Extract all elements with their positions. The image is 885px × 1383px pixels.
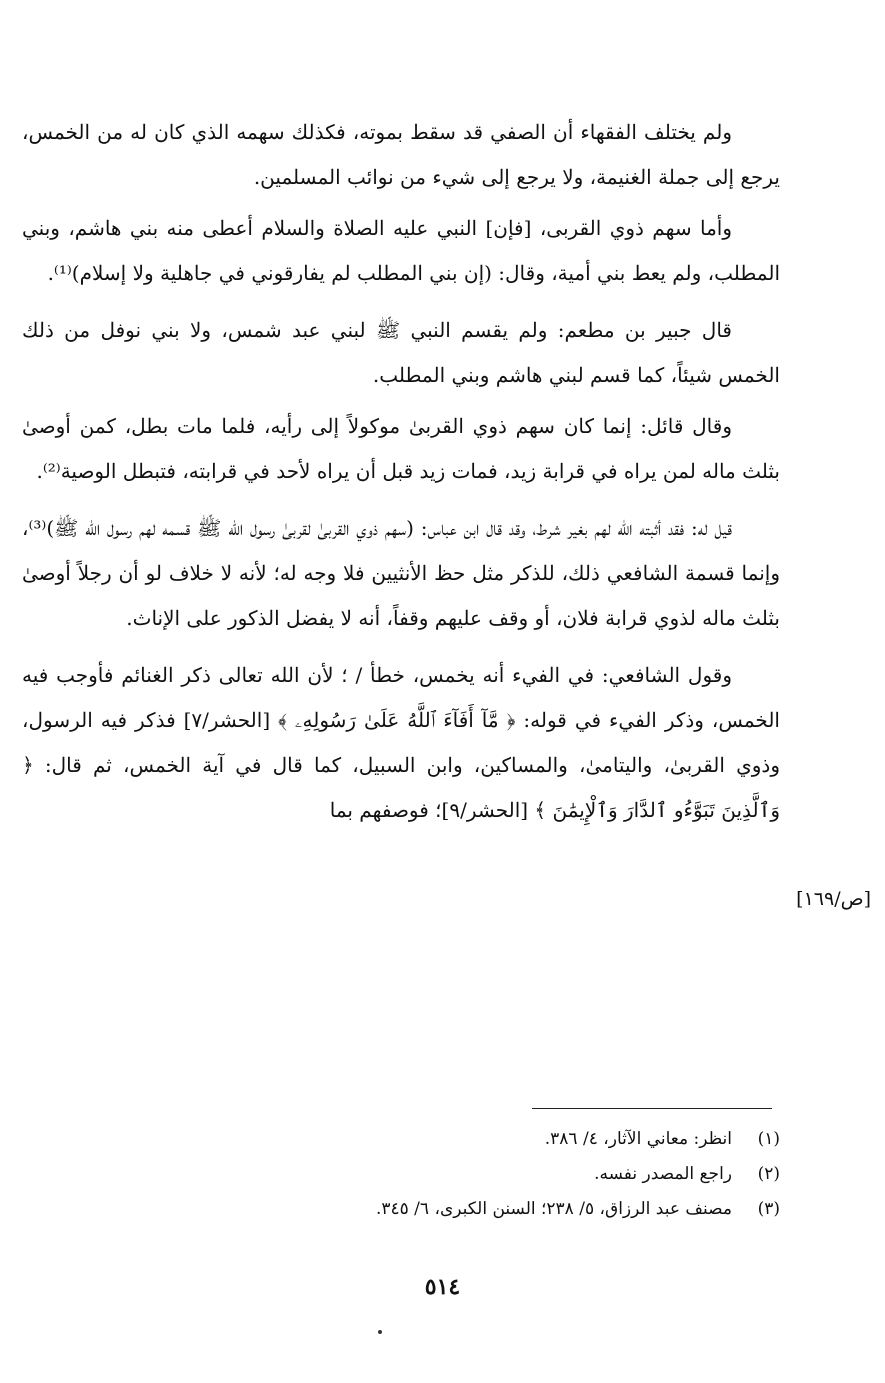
paragraph-3: قال جبير بن مطعم: ولم يقسم النبي ﷺ لبني عبد شمس، ولا بني نوفل من ذلك الخمس شيئاً، كما قسم لبني هاشم وبني المطلب. [22, 318, 780, 387]
footnote-number: (١) [757, 1129, 780, 1149]
paragraph-5: قيل له: فقد أثبته الله لهم بغير شرط، وقد قال ابن عباس: (سهم ذوي القربىٰ لقربىٰ رسول الله ﷺ قسمه لهم رسول الله ﷺ)⁽³⁾، وإنما قسمة الشافعي ذلك، للذكر مثل حظ الأنثيين فلا وجه له؛ لأنه لا خلاف لو أن رجلاً أوصىٰ بثلث ماله لذوي قرابة فلان، أو وقف عليهم وقفاً، أنه لا يفضل الذكور على الإناث. [22, 516, 780, 630]
footnote-divider [532, 1108, 772, 1109]
footnote-2 [160, 1157, 780, 1192]
margin-page-reference: [ص/١٦٩] [796, 888, 871, 910]
footnote-3 [160, 1192, 780, 1227]
footnote-text: راجع المصدر نفسه. [594, 1164, 732, 1184]
main-text [22, 110, 780, 845]
footnote-text: انظر: معاني الآثار، ٤/ ٣٨٦. [544, 1129, 732, 1149]
footnote-number: (٢) [757, 1164, 780, 1184]
page-number: ٥١٤ [424, 1274, 461, 1300]
footnote-text: مصنف عبد الرزاق، ٥/ ٢٣٨؛ السنن الكبرى، ٦/ ٣٤٥. [375, 1199, 732, 1219]
footnotes [160, 1122, 780, 1227]
paragraph-6: وقول الشافعي: في الفيء أنه يخمس، خطأ / ؛ لأن الله تعالى ذكر الغنائم فأوجب فيه الخمس، وذكر الفيء في قوله: ﴿ مَّآ أَفَآءَ ٱللَّهُ عَلَىٰ رَسُولِهِۦ ﴾ [الحشر/٧] فذكر فيه الرسول، وذوي القربىٰ، واليتامىٰ، والمساكين، وابن السبيل، كما قال في آية الخمس، ثم قال: ﴿ وَٱلَّذِينَ تَبَوَّءُو ٱلدَّارَ وَٱلْإِيمَٰنَ ﴾ [الحشر/٩]؛ فوصفهم بما [22, 663, 780, 822]
paragraph-4: وقال قائل: إنما كان سهم ذوي القربىٰ موكولاً إلى رأيه، فلما مات بطل، كمن أوصىٰ بثلث ماله لمن يراه في قرابة زيد، فمات زيد قبل أن يراه لأحد في قرابته، فتبطل الوصية⁽²⁾. [22, 414, 780, 483]
paragraph-2: وأما سهم ذوي القربى، [فإن] النبي عليه الصلاة والسلام أعطى منه بني هاشم، وبني المطلب، ولم يعط بني أمية، وقال: (إن بني المطلب لم يفارقوني في جاهلية ولا إسلام)⁽¹⁾. [22, 216, 780, 285]
paragraph-1: ولم يختلف الفقهاء أن الصفي قد سقط بموته، فكذلك سهمه الذي كان له من الخمس، يرجع إلى جملة الغنيمة، ولا يرجع إلى شيء من نوائب المسلمين. [22, 120, 780, 189]
footnote-number: (٣) [757, 1199, 780, 1219]
stray-dot [378, 1330, 382, 1334]
footnote-1 [160, 1122, 780, 1157]
